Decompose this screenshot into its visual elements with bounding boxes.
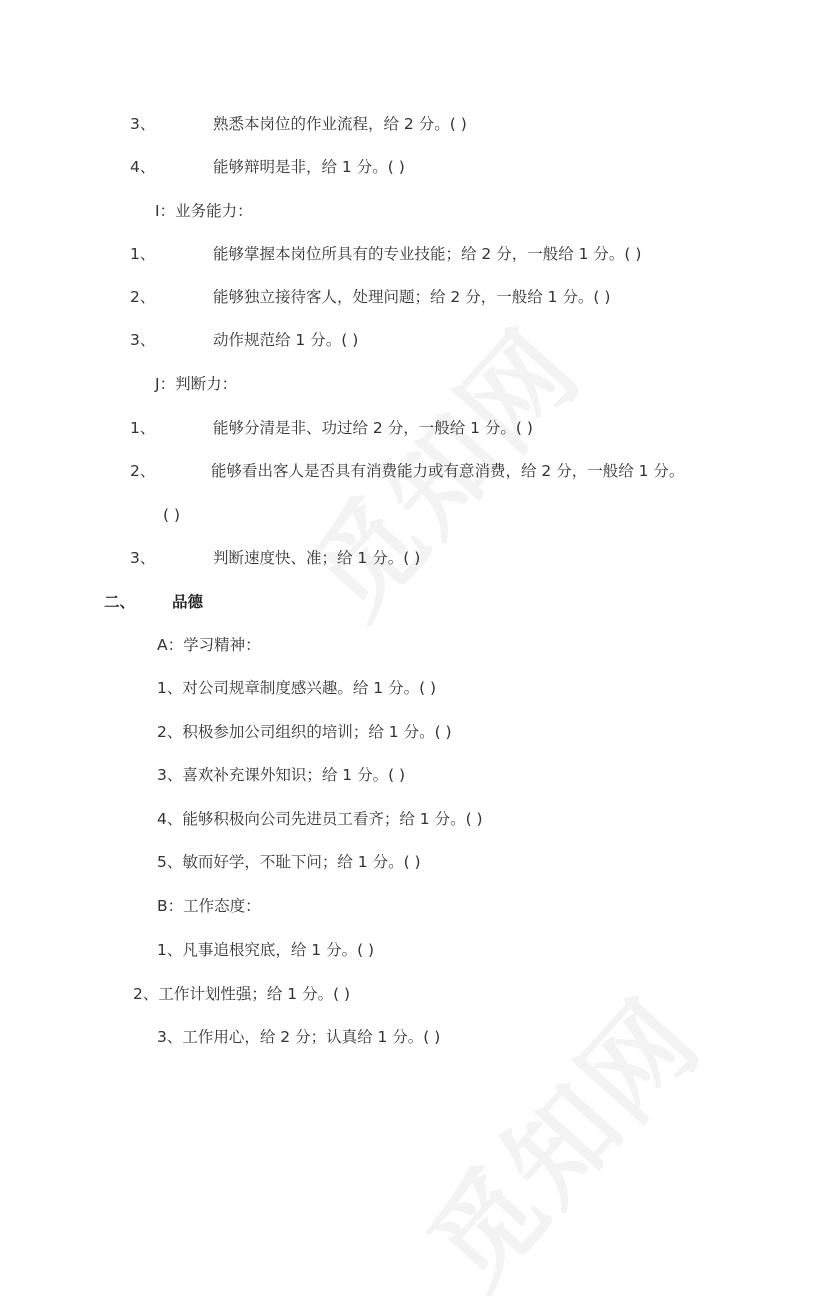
item-text: 判断速度快、准；给 1 分。( ) xyxy=(213,549,421,567)
item-number: 3、 xyxy=(130,549,156,567)
item-number: 1、 xyxy=(130,419,156,437)
item-text: 能够掌握本岗位所具有的专业技能；给 2 分，一般给 1 分。( ) xyxy=(213,245,642,263)
subsection-heading: I：业务能力： xyxy=(155,202,253,220)
list-item-continuation: ( ) xyxy=(163,506,181,524)
section-title: 品德 xyxy=(172,593,204,611)
list-item: 3、喜欢补充课外知识；给 1 分。( ) xyxy=(157,766,406,784)
item-number: 1、 xyxy=(130,245,156,263)
item-number: 2、 xyxy=(130,288,156,306)
item-number: 4、 xyxy=(130,158,156,176)
item-text: 熟悉本岗位的作业流程，给 2 分。( ) xyxy=(213,115,467,133)
item-text: 动作规范给 1 分。( ) xyxy=(213,331,359,349)
list-item: 1、凡事追根究底，给 1 分。( ) xyxy=(157,941,375,959)
subsection-heading: A：学习精神： xyxy=(157,636,261,654)
item-text: 能够辩明是非，给 1 分。( ) xyxy=(213,158,405,176)
list-item: 2、积极参加公司组织的培训；给 1 分。( ) xyxy=(157,723,452,741)
list-item: 3、工作用心，给 2 分；认真给 1 分。( ) xyxy=(157,1028,441,1046)
list-item: 2、工作计划性强；给 1 分。( ) xyxy=(133,985,351,1003)
item-text: 能够看出客人是否具有消费能力或有意消费，给 2 分，一般给 1 分。 xyxy=(211,462,685,480)
item-number: 2、 xyxy=(130,462,156,480)
subsection-heading: B：工作态度： xyxy=(157,897,261,915)
watermark-bottom xyxy=(388,961,728,1314)
item-text: 能够分清是非、功过给 2 分，一般给 1 分。( ) xyxy=(213,419,533,437)
item-text: 能够独立接待客人，处理问题；给 2 分，一般给 1 分。( ) xyxy=(213,288,611,306)
subsection-heading: J：判断力： xyxy=(155,375,238,393)
list-item: 4、能够积极向公司先进员工看齐；给 1 分。( ) xyxy=(157,810,483,828)
section-number: 二、 xyxy=(104,593,136,611)
item-number: 3、 xyxy=(130,331,156,349)
item-number: 3、 xyxy=(130,115,156,133)
list-item: 5、敏而好学，不耻下问；给 1 分。( ) xyxy=(157,853,421,871)
list-item: 1、对公司规章制度感兴趣。给 1 分。( ) xyxy=(157,679,437,697)
